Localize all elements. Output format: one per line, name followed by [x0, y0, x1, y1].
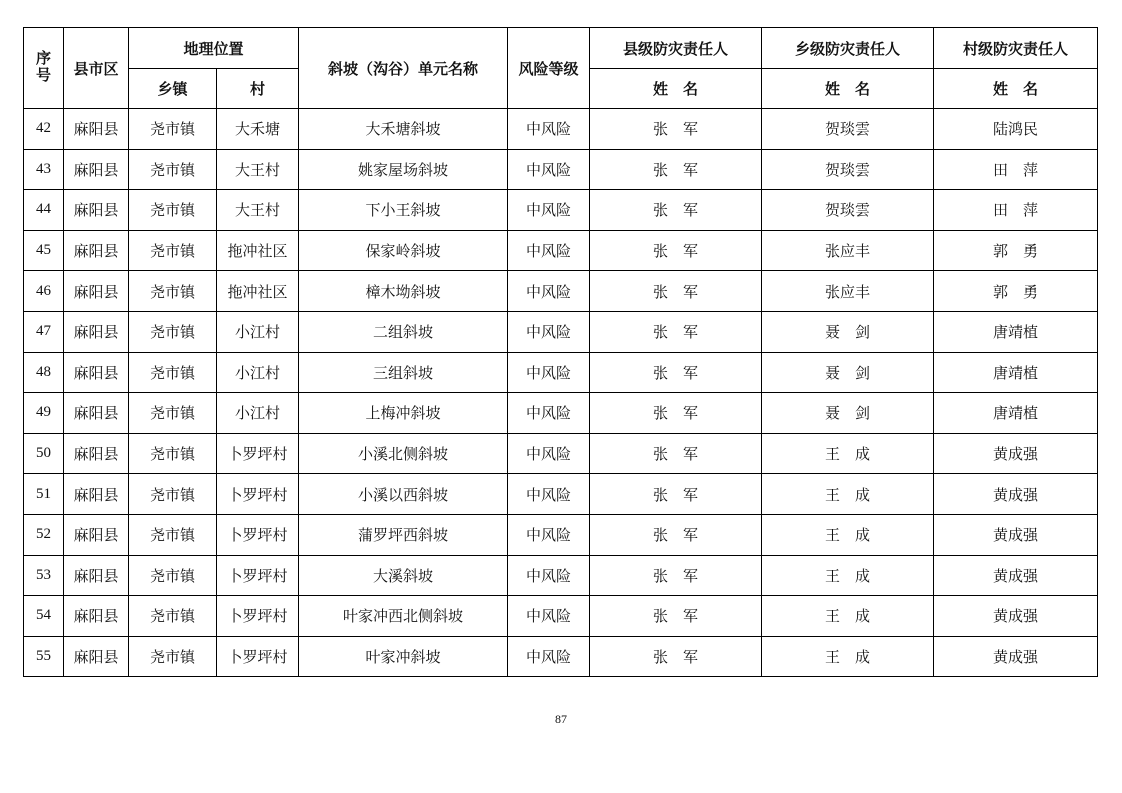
cell-risk: 中风险	[508, 474, 590, 515]
page-number: 87	[555, 712, 567, 726]
cell-county-resp: 张 军	[590, 109, 762, 150]
cell-village: 卜罗坪村	[217, 555, 299, 596]
cell-risk: 中风险	[508, 109, 590, 150]
cell-village: 卜罗坪村	[217, 596, 299, 637]
cell-risk: 中风险	[508, 352, 590, 393]
cell-county: 麻阳县	[64, 271, 129, 312]
table-row	[24, 433, 1098, 474]
cell-town: 尧市镇	[129, 352, 217, 393]
cell-village: 卜罗坪村	[217, 474, 299, 515]
cell-village-resp: 陆鸿民	[934, 109, 1098, 150]
cell-seq: 46	[24, 271, 64, 312]
cell-county-resp: 张 军	[590, 352, 762, 393]
cell-town: 尧市镇	[129, 514, 217, 555]
cell-town-resp: 贺琰雲	[762, 190, 934, 231]
cell-seq: 42	[24, 109, 64, 150]
cell-seq: 49	[24, 393, 64, 434]
cell-town: 尧市镇	[129, 393, 217, 434]
table-row	[24, 109, 1098, 150]
cell-county-resp: 张 军	[590, 555, 762, 596]
cell-risk: 中风险	[508, 393, 590, 434]
cell-village-resp: 黄成强	[934, 433, 1098, 474]
cell-county-resp: 张 军	[590, 271, 762, 312]
table-row	[24, 555, 1098, 596]
cell-slope: 樟木坳斜坡	[299, 271, 508, 312]
header-village-responsible: 村级防灾责任人	[934, 28, 1098, 69]
cell-town: 尧市镇	[129, 230, 217, 271]
cell-town-resp: 王 成	[762, 474, 934, 515]
cell-village-resp: 黄成强	[934, 555, 1098, 596]
cell-county: 麻阳县	[64, 230, 129, 271]
cell-county: 麻阳县	[64, 352, 129, 393]
cell-county-resp: 张 军	[590, 433, 762, 474]
cell-village-resp: 黄成强	[934, 596, 1098, 637]
cell-village: 拖冲社区	[217, 230, 299, 271]
cell-slope: 小溪北侧斜坡	[299, 433, 508, 474]
cell-seq: 48	[24, 352, 64, 393]
cell-county-resp: 张 军	[590, 514, 762, 555]
cell-slope: 小溪以西斜坡	[299, 474, 508, 515]
cell-town-resp: 聂 剑	[762, 311, 934, 352]
cell-seq: 45	[24, 230, 64, 271]
cell-county-resp: 张 军	[590, 190, 762, 231]
cell-town: 尧市镇	[129, 109, 217, 150]
cell-seq: 55	[24, 636, 64, 677]
cell-seq: 54	[24, 596, 64, 637]
cell-village: 大王村	[217, 190, 299, 231]
cell-town: 尧市镇	[129, 555, 217, 596]
cell-risk: 中风险	[508, 271, 590, 312]
cell-risk: 中风险	[508, 190, 590, 231]
cell-county-resp: 张 军	[590, 230, 762, 271]
cell-county: 麻阳县	[64, 311, 129, 352]
cell-seq: 50	[24, 433, 64, 474]
cell-seq: 52	[24, 514, 64, 555]
cell-town-resp: 王 成	[762, 433, 934, 474]
cell-village-resp: 田 萍	[934, 149, 1098, 190]
cell-county: 麻阳县	[64, 109, 129, 150]
cell-town-resp: 王 成	[762, 636, 934, 677]
cell-village: 小江村	[217, 311, 299, 352]
cell-slope: 叶家冲斜坡	[299, 636, 508, 677]
cell-county: 麻阳县	[64, 596, 129, 637]
cell-town-resp: 张应丰	[762, 230, 934, 271]
table-row	[24, 149, 1098, 190]
cell-town: 尧市镇	[129, 149, 217, 190]
cell-town-resp: 聂 剑	[762, 393, 934, 434]
header-geo-location: 地理位置	[129, 28, 299, 69]
cell-slope: 姚家屋场斜坡	[299, 149, 508, 190]
cell-village: 卜罗坪村	[217, 433, 299, 474]
cell-town-resp: 贺琰雲	[762, 149, 934, 190]
cell-county: 麻阳县	[64, 149, 129, 190]
cell-village-resp: 唐靖植	[934, 352, 1098, 393]
cell-town: 尧市镇	[129, 433, 217, 474]
header-slope-name: 斜坡（沟谷）单元名称	[299, 28, 508, 109]
cell-county-resp: 张 军	[590, 393, 762, 434]
table-row	[24, 596, 1098, 637]
header-risk-level: 风险等级	[508, 28, 590, 109]
cell-slope: 三组斜坡	[299, 352, 508, 393]
cell-town-resp: 贺琰雲	[762, 109, 934, 150]
cell-seq: 44	[24, 190, 64, 231]
cell-slope: 大溪斜坡	[299, 555, 508, 596]
header-seq	[24, 28, 64, 109]
header-county-responsible: 县级防灾责任人	[590, 28, 762, 69]
cell-risk: 中风险	[508, 433, 590, 474]
cell-village: 卜罗坪村	[217, 514, 299, 555]
header-village: 村	[217, 69, 299, 109]
cell-village-resp: 郭 勇	[934, 230, 1098, 271]
cell-village: 小江村	[217, 352, 299, 393]
cell-town: 尧市镇	[129, 311, 217, 352]
cell-county-resp: 张 军	[590, 636, 762, 677]
table-row	[24, 636, 1098, 677]
cell-slope: 叶家冲西北侧斜坡	[299, 596, 508, 637]
cell-slope: 大禾塘斜坡	[299, 109, 508, 150]
cell-county: 麻阳县	[64, 393, 129, 434]
cell-town-resp: 王 成	[762, 514, 934, 555]
cell-risk: 中风险	[508, 596, 590, 637]
cell-risk: 中风险	[508, 149, 590, 190]
cell-risk: 中风险	[508, 514, 590, 555]
table-row	[24, 230, 1098, 271]
cell-slope: 二组斜坡	[299, 311, 508, 352]
cell-risk: 中风险	[508, 311, 590, 352]
cell-county: 麻阳县	[64, 433, 129, 474]
cell-town: 尧市镇	[129, 190, 217, 231]
cell-village-resp: 黄成强	[934, 514, 1098, 555]
cell-town: 尧市镇	[129, 596, 217, 637]
cell-slope: 下小王斜坡	[299, 190, 508, 231]
cell-seq: 53	[24, 555, 64, 596]
table-row	[24, 393, 1098, 434]
cell-village-resp: 黄成强	[934, 636, 1098, 677]
cell-slope: 上梅冲斜坡	[299, 393, 508, 434]
cell-county-resp: 张 军	[590, 474, 762, 515]
cell-county: 麻阳县	[64, 190, 129, 231]
table-row	[24, 311, 1098, 352]
cell-village-resp: 唐靖植	[934, 311, 1098, 352]
cell-village: 小江村	[217, 393, 299, 434]
cell-town: 尧市镇	[129, 474, 217, 515]
cell-county: 麻阳县	[64, 474, 129, 515]
cell-town-resp: 王 成	[762, 555, 934, 596]
table-row	[24, 190, 1098, 231]
cell-county: 麻阳县	[64, 555, 129, 596]
table-header	[24, 28, 1098, 109]
cell-town-resp: 张应丰	[762, 271, 934, 312]
cell-village: 大王村	[217, 149, 299, 190]
cell-village: 大禾塘	[217, 109, 299, 150]
cell-village-resp: 田 萍	[934, 190, 1098, 231]
cell-risk: 中风险	[508, 555, 590, 596]
cell-risk: 中风险	[508, 230, 590, 271]
responsibility-table	[23, 27, 1098, 677]
table-row	[24, 474, 1098, 515]
header-county: 县市区	[64, 28, 129, 109]
header-town-name: 姓 名	[762, 69, 934, 109]
cell-slope: 蒲罗坪西斜坡	[299, 514, 508, 555]
cell-county-resp: 张 军	[590, 311, 762, 352]
cell-town: 尧市镇	[129, 271, 217, 312]
cell-risk: 中风险	[508, 636, 590, 677]
cell-village: 拖冲社区	[217, 271, 299, 312]
header-village-name: 姓 名	[934, 69, 1098, 109]
cell-village-resp: 郭 勇	[934, 271, 1098, 312]
cell-village-resp: 黄成强	[934, 474, 1098, 515]
table-row	[24, 352, 1098, 393]
cell-village: 卜罗坪村	[217, 636, 299, 677]
cell-seq: 51	[24, 474, 64, 515]
cell-seq: 43	[24, 149, 64, 190]
cell-county-resp: 张 军	[590, 149, 762, 190]
table-row	[24, 271, 1098, 312]
header-seq-label: 序号	[36, 51, 52, 84]
table-row	[24, 514, 1098, 555]
cell-village-resp: 唐靖植	[934, 393, 1098, 434]
cell-town-resp: 王 成	[762, 596, 934, 637]
header-town-responsible: 乡级防灾责任人	[762, 28, 934, 69]
cell-slope: 保家岭斜坡	[299, 230, 508, 271]
cell-town: 尧市镇	[129, 636, 217, 677]
cell-town-resp: 聂 剑	[762, 352, 934, 393]
cell-seq: 47	[24, 311, 64, 352]
header-town: 乡镇	[129, 69, 217, 109]
header-county-name: 姓 名	[590, 69, 762, 109]
cell-county: 麻阳县	[64, 514, 129, 555]
cell-county: 麻阳县	[64, 636, 129, 677]
table-body	[24, 109, 1098, 677]
cell-county-resp: 张 军	[590, 596, 762, 637]
